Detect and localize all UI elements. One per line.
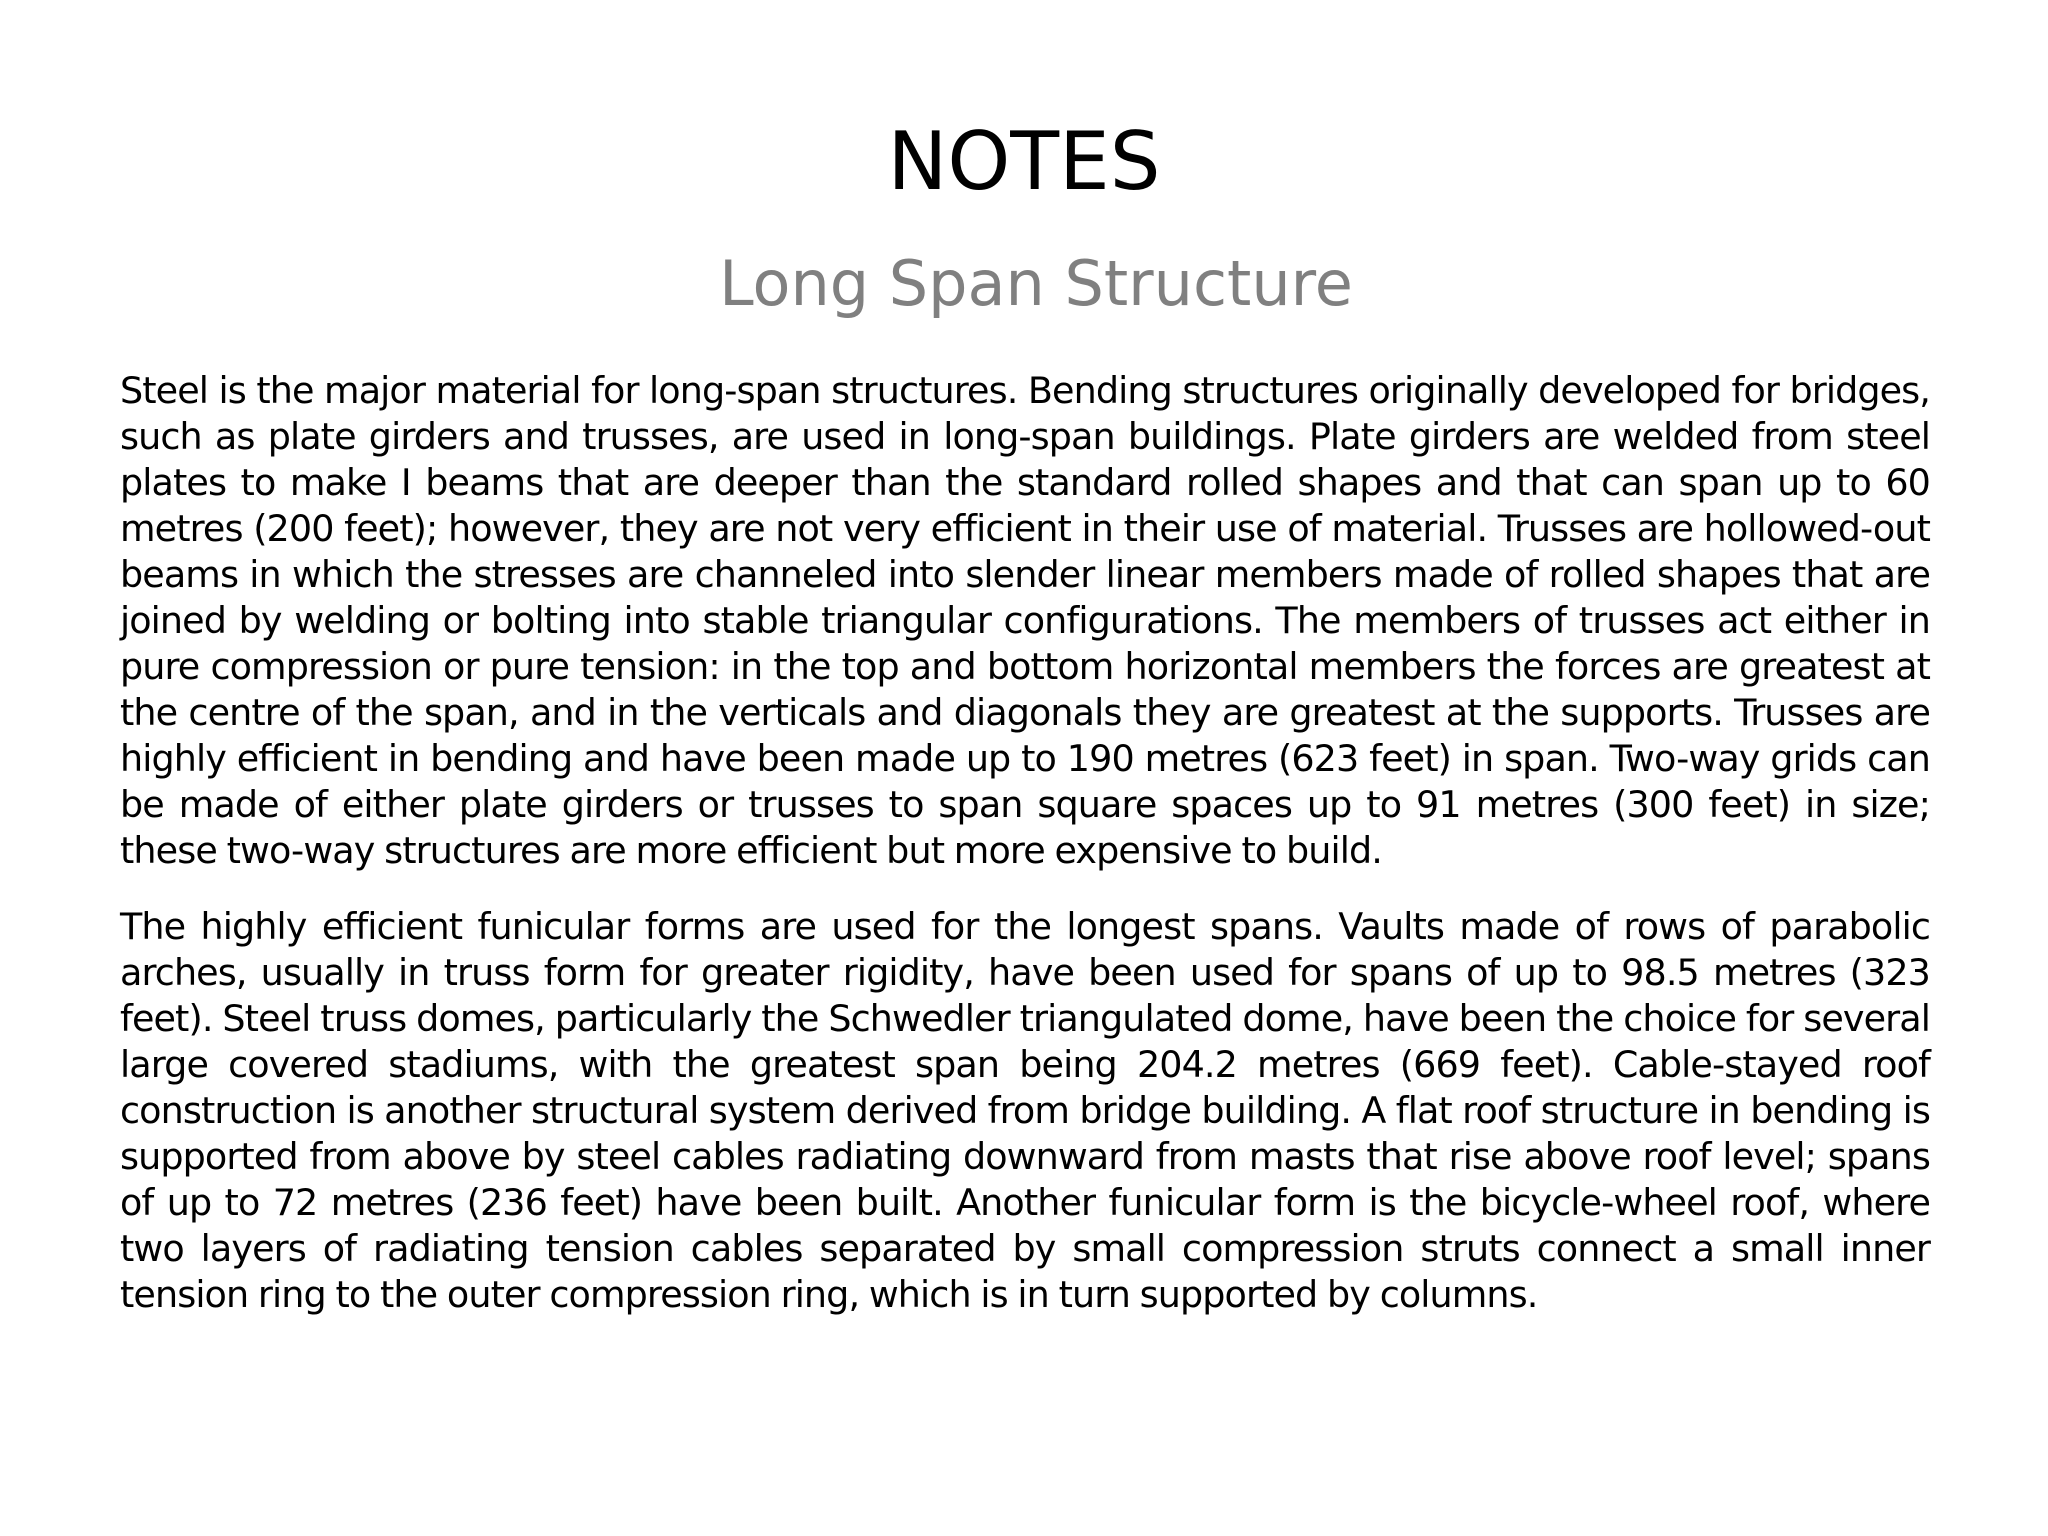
page-title: NOTES — [887, 115, 1161, 208]
paragraph-steel-bending-structures: Steel is the major material for long-span structures. Bending structures originally developed for bridges, such as plate girders and trusses, are used in long-span buildings. Plate girders are welded from steel plates to make I beams that are deeper than the standard rolled shapes and that can span up to 60 metres (200 feet); however, they are not very efficient in their use of material. Trusses are hollowed-out beams in which the stresses are channeled into slender linear members made of rolled shapes that are joined by welding or bolting into stable triangular configurations. The members of trusses act either in pure compression or pure tension: in the top and bottom horizontal members the forces are greatest at the centre of the span, and in the verticals and diagonals they are greatest at the supports. Trusses are highly efficient in bending and have been made up to 190 metres (623 feet) in span. Two-way grids can be made of either plate girders or trusses to span square spaces up to 91 metres (300 feet) in size; these two-way structures are more efficient but more expensive to build. — [120, 369, 1930, 872]
paragraph-funicular-forms: The highly efficient funicular forms are used for the longest spans. Vaults made of rows of parabolic arches, usually in truss form for greater rigidity, have been used for spans of up to 98.5 metres (323 feet). Steel truss domes, particularly the Schwedler triangulated dome, have been the choice for several large covered stadiums, with the greatest span being 204.2 metres (669 feet). Cable-stayed roof construction is another structural system derived from bridge building. A flat roof structure in bending is supported from above by steel cables radiating downward from masts that rise above roof level; spans of up to 72 metres (236 feet) have been built. Another funicular form is the bicycle-wheel roof, where two layers of radiating tension cables separated by small compression struts connect a small inner tension ring to the outer compression ring, which is in turn supported by columns. — [120, 905, 1930, 1316]
page-subtitle: Long Span Structure — [719, 247, 1353, 320]
notes-body — [120, 368, 1930, 1348]
